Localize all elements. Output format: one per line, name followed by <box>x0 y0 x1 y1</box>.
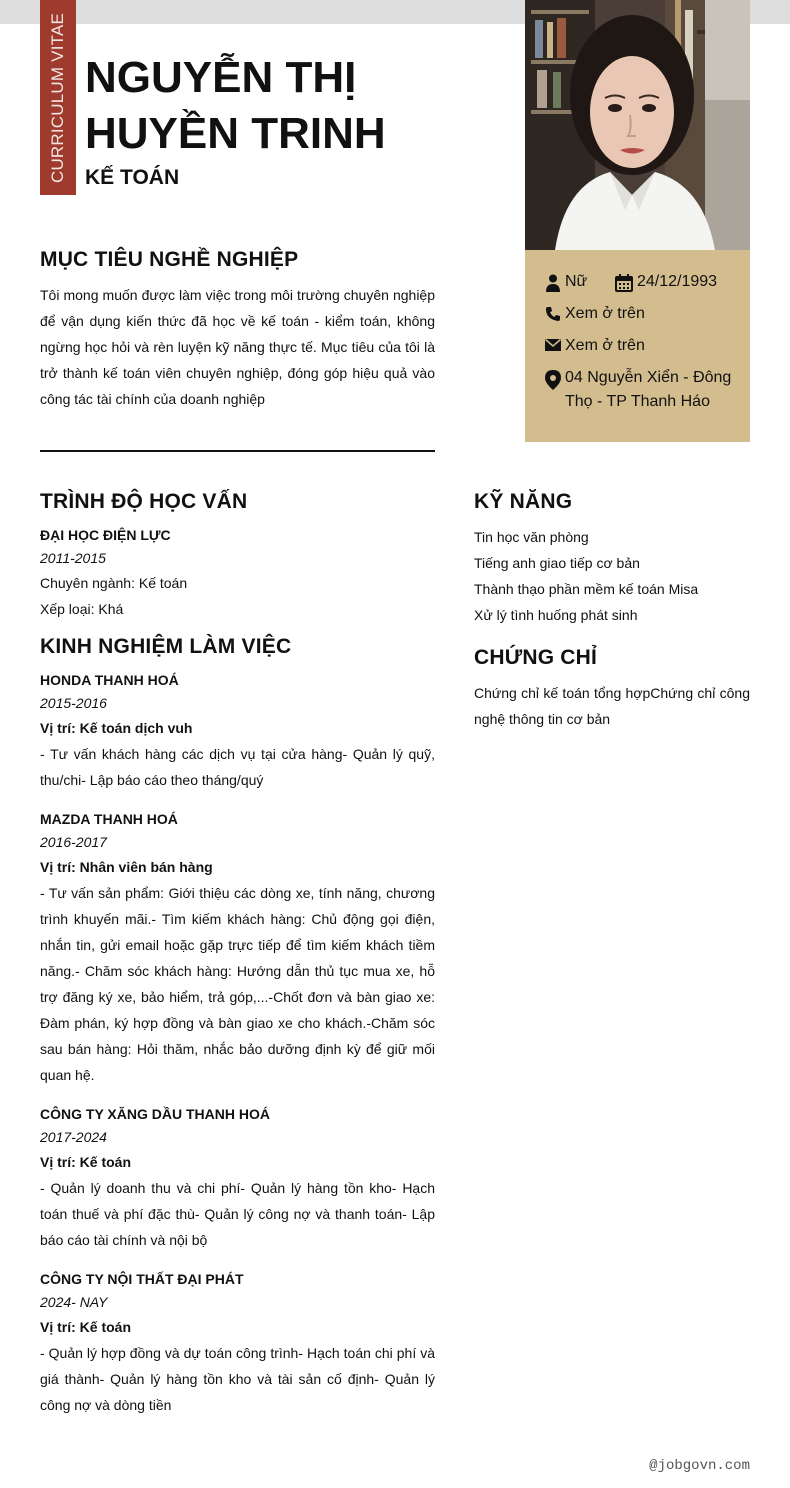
band-text: CURRICULUM VITAE <box>48 12 67 183</box>
contact-info-box <box>525 250 750 442</box>
certificates-text: Chứng chỉ kế toán tổng hợpChứng chỉ công nghệ thông tin cơ bản <box>474 685 750 727</box>
job-position: Vị trí: Kế toán dịch vuh <box>40 720 193 736</box>
job-company: HONDA THANH HOÁ <box>40 672 179 688</box>
calendar-icon <box>615 274 633 292</box>
education-major: Chuyên ngành: Kế toán <box>40 575 188 591</box>
birthday-row <box>615 270 717 294</box>
job-position: Vị trí: Kế toán <box>40 1319 132 1335</box>
email-row <box>545 334 645 358</box>
location-pin-icon <box>545 370 561 390</box>
skill-item: Tin học văn phòng <box>474 529 589 545</box>
job-description: - Quản lý hợp đồng và dự toán công trình- Hạch toán chi phí và giá thành- Quản lý hàng tồn kho và tài sản cố định- Quản lý công nợ và dòng tiền <box>40 1345 435 1413</box>
phone-icon <box>545 306 561 322</box>
skill-item: Xử lý tình huống phát sinh <box>474 607 638 623</box>
phone-row <box>545 302 645 326</box>
job-period: 2024- NAY <box>40 1294 108 1310</box>
profile-photo <box>525 0 750 250</box>
job-description: - Tư vấn khách hàng các dịch vụ tại cửa hàng- Quản lý quỹ, thu/chi- Lập báo cáo theo tháng/quý <box>40 746 435 788</box>
curriculum-vitae-band <box>40 0 76 195</box>
job-description: - Tư vấn sản phẩm: Giới thiệu các dòng xe, tính năng, chương trình khuyến mãi.- Tìm kiếm khách hàng: Chủ động gọi điện, nhắn tin, gửi email hoặc gặp trực tiếp để tìm kiếm khách tiềm năng.- Chăm sóc khách hàng: Hướng dẫn thủ tục mua xe, hỗ trợ đăng ký xe, bảo hiểm, trả góp,...-Chốt đơn và bàn giao xe: Đàm phán, ký hợp đồng và bàn giao xe cho khách.-Chăm sóc sau bán hàng: Hỏi thăm, nhắc bảo dưỡng định kỳ để giữ mối quan hệ. <box>40 885 435 1083</box>
job-position: Vị trí: Nhân viên bán hàng <box>40 859 213 875</box>
education-grade: Xếp loại: Khá <box>40 601 124 617</box>
job-period: 2016-2017 <box>40 834 107 850</box>
experience-heading: KINH NGHIỆM LÀM VIỆC <box>40 635 292 658</box>
job-company: CÔNG TY XĂNG DẦU THANH HOÁ <box>40 1106 270 1122</box>
job-company: CÔNG TY NỘI THẤT ĐẠI PHÁT <box>40 1271 244 1287</box>
job-period: 2015-2016 <box>40 695 107 711</box>
objective-text: Tôi mong muốn được làm việc trong môi trường chuyên nghiệp để vận dụng kiến thức đã học về kế toán - kiểm toán, không ngừng học hỏi và rèn luyện kỹ năng thực tế. Mục tiêu của tôi là trở thành kế toán viên chuyên nghiệp, đóng góp hiệu quả vào công tác tài chính của doanh nghiệp <box>40 287 435 407</box>
certificates-heading: CHỨNG CHỈ <box>474 646 598 669</box>
education-school: ĐẠI HỌC ĐIỆN LỰC <box>40 527 171 543</box>
education-period: 2011-2015 <box>40 550 106 566</box>
candidate-name: NGUYỄN THỊ HUYỀN TRINH <box>85 53 386 158</box>
skill-item: Tiếng anh giao tiếp cơ bản <box>474 555 640 571</box>
objective-heading: MỤC TIÊU NGHỀ NGHIỆP <box>40 248 299 271</box>
job-description: - Quản lý doanh thu và chi phí- Quản lý hàng tồn kho- Hạch toán thuế và phí đặc thù- Quản lý công nợ và thanh toán- Lập báo cáo tài chính và nội bộ <box>40 1180 435 1248</box>
section-divider <box>40 450 435 452</box>
profile-photo-illustration <box>525 0 750 250</box>
address-row <box>545 366 735 414</box>
gender-value: Nữ <box>565 273 588 290</box>
person-icon <box>545 274 561 292</box>
education-heading: TRÌNH ĐỘ HỌC VẤN <box>40 490 248 513</box>
watermark: @jobgovn.com <box>649 1458 750 1474</box>
skill-item: Thành thạo phần mềm kế toán Misa <box>474 581 699 597</box>
skills-heading: KỸ NĂNG <box>474 490 573 513</box>
job-title: KẾ TOÁN <box>85 166 180 189</box>
job-company: MAZDA THANH HOÁ <box>40 811 178 827</box>
address-value: 04 Nguyễn Xiển - Đông Thọ - TP Thanh Háo <box>565 369 732 410</box>
gender-row <box>545 270 587 294</box>
birthday-value: 24/12/1993 <box>637 273 718 290</box>
mail-icon <box>545 338 561 352</box>
job-period: 2017-2024 <box>40 1129 107 1145</box>
job-position: Vị trí: Kế toán <box>40 1154 132 1170</box>
email-value: Xem ở trên <box>565 337 645 354</box>
phone-value: Xem ở trên <box>565 305 645 322</box>
